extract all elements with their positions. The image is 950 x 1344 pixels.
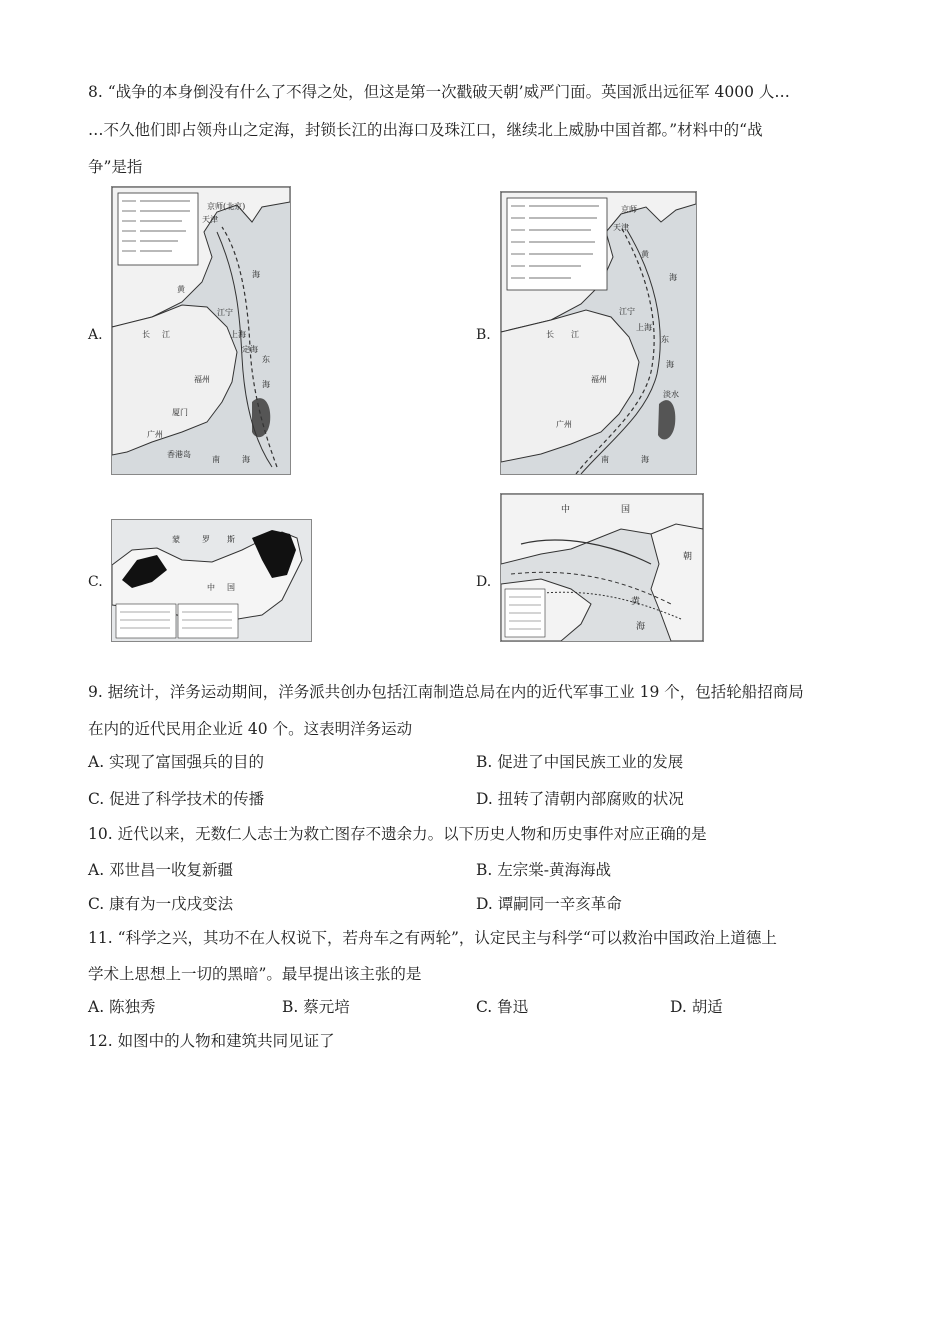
q8-stem-line1: 8. “战争的本身倒没有什么了不得之处，但这是第一次戳破天朝’威严门面。英国派出远征军 4000 人… xyxy=(88,83,790,101)
svg-text:香港岛: 香港岛 xyxy=(167,450,191,459)
svg-text:上海: 上海 xyxy=(636,323,652,332)
svg-text:海: 海 xyxy=(669,273,677,282)
q8-option-b-label: B. xyxy=(476,327,491,343)
svg-text:东: 东 xyxy=(661,335,669,344)
q11-option-d[interactable]: D. 胡适 xyxy=(670,998,723,1016)
svg-text:海: 海 xyxy=(262,380,270,389)
svg-text:海: 海 xyxy=(242,455,250,464)
svg-text:长: 长 xyxy=(546,330,554,339)
svg-text:罗: 罗 xyxy=(202,535,210,544)
q11-option-a[interactable]: A. 陈独秀 xyxy=(88,998,156,1016)
svg-text:江宁: 江宁 xyxy=(619,307,635,316)
svg-text:国: 国 xyxy=(227,583,235,592)
q10-stem: 10. 近代以来，无数仁人志士为救亡图存不遗余力。以下历史人物和历史事件对应正确的是 xyxy=(88,825,707,843)
svg-text:天津: 天津 xyxy=(613,223,629,232)
svg-text:斯: 斯 xyxy=(227,535,235,544)
svg-text:福州: 福州 xyxy=(194,375,210,384)
q8-option-c-map xyxy=(111,519,312,642)
q10-option-c[interactable]: C. 康有为一戊戌变法 xyxy=(88,895,234,913)
svg-text:定海: 定海 xyxy=(242,345,258,354)
q9-option-b[interactable]: B. 促进了中国民族工业的发展 xyxy=(476,753,684,771)
q11-stem-line1: 11. “科学之兴，其功不在人权说下，若舟车之有两轮”，认定民主与科学“可以救治中国政治上道德上 xyxy=(88,929,777,947)
svg-text:淡水: 淡水 xyxy=(663,390,679,399)
svg-text:天津: 天津 xyxy=(202,215,218,224)
svg-text:中: 中 xyxy=(207,583,215,592)
svg-text:海: 海 xyxy=(636,622,646,632)
q8-stem-line2: …不久他们即占领舟山之定海，封锁长江的出海口及珠江口，继续北上威胁中国首都。”材料中的“战 xyxy=(88,121,763,139)
q8-option-c-label: C. xyxy=(88,574,103,590)
svg-text:南: 南 xyxy=(212,455,220,464)
svg-text:中: 中 xyxy=(561,505,571,515)
svg-text:上海: 上海 xyxy=(230,330,246,339)
svg-text:黄: 黄 xyxy=(631,597,641,607)
svg-text:长: 长 xyxy=(142,330,150,339)
svg-text:南: 南 xyxy=(601,455,609,464)
q8-option-a-label: A. xyxy=(88,327,103,343)
q8-option-b-map xyxy=(500,191,697,475)
svg-text:蒙: 蒙 xyxy=(172,535,180,544)
svg-text:东: 东 xyxy=(262,355,270,364)
svg-text:朝: 朝 xyxy=(683,552,693,562)
svg-text:江: 江 xyxy=(571,330,579,339)
q9-option-a[interactable]: A. 实现了富国强兵的目的 xyxy=(88,753,265,771)
q9-option-d[interactable]: D. 扭转了清朝内部腐败的状况 xyxy=(476,790,684,808)
svg-text:海: 海 xyxy=(641,455,649,464)
svg-text:京师: 京师 xyxy=(621,205,637,214)
q9-stem-line1: 9. 据统计，洋务运动期间，洋务派共创办包括江南制造总局在内的近代军事工业 19 个，包括轮船招商局 xyxy=(88,683,804,701)
q11-option-c[interactable]: C. 鲁迅 xyxy=(476,998,529,1016)
svg-text:黄: 黄 xyxy=(641,250,649,259)
q8-option-d-map xyxy=(500,493,704,642)
q8-stem-line3: 争”是指 xyxy=(88,158,143,176)
svg-text:国: 国 xyxy=(621,505,631,515)
q12-stem: 12. 如图中的人物和建筑共同见证了 xyxy=(88,1032,335,1050)
q11-option-b[interactable]: B. 蔡元培 xyxy=(282,998,350,1016)
q10-option-d[interactable]: D. 谭嗣同一辛亥革命 xyxy=(476,895,622,913)
svg-text:京师(北京): 京师(北京) xyxy=(207,202,246,211)
svg-text:厦门: 厦门 xyxy=(172,408,188,417)
svg-text:江: 江 xyxy=(162,330,170,339)
q9-option-c[interactable]: C. 促进了科学技术的传播 xyxy=(88,790,265,808)
q11-stem-line2: 学术上思想上一切的黑暗”。最早提出该主张的是 xyxy=(88,965,422,983)
svg-text:海: 海 xyxy=(666,360,674,369)
svg-text:江宁: 江宁 xyxy=(217,308,233,317)
svg-text:广州: 广州 xyxy=(556,420,572,429)
svg-text:海: 海 xyxy=(252,270,260,279)
q8-option-d-label: D. xyxy=(476,574,492,590)
q10-option-b[interactable]: B. 左宗棠-黄海海战 xyxy=(476,861,611,879)
q9-stem-line2: 在内的近代民用企业近 40 个。这表明洋务运动 xyxy=(88,720,413,738)
q8-option-a-map xyxy=(111,186,291,475)
svg-text:福州: 福州 xyxy=(591,375,607,384)
svg-text:广州: 广州 xyxy=(147,430,163,439)
q10-option-a[interactable]: A. 邓世昌一收复新疆 xyxy=(88,861,234,879)
svg-text:黄: 黄 xyxy=(177,285,185,294)
